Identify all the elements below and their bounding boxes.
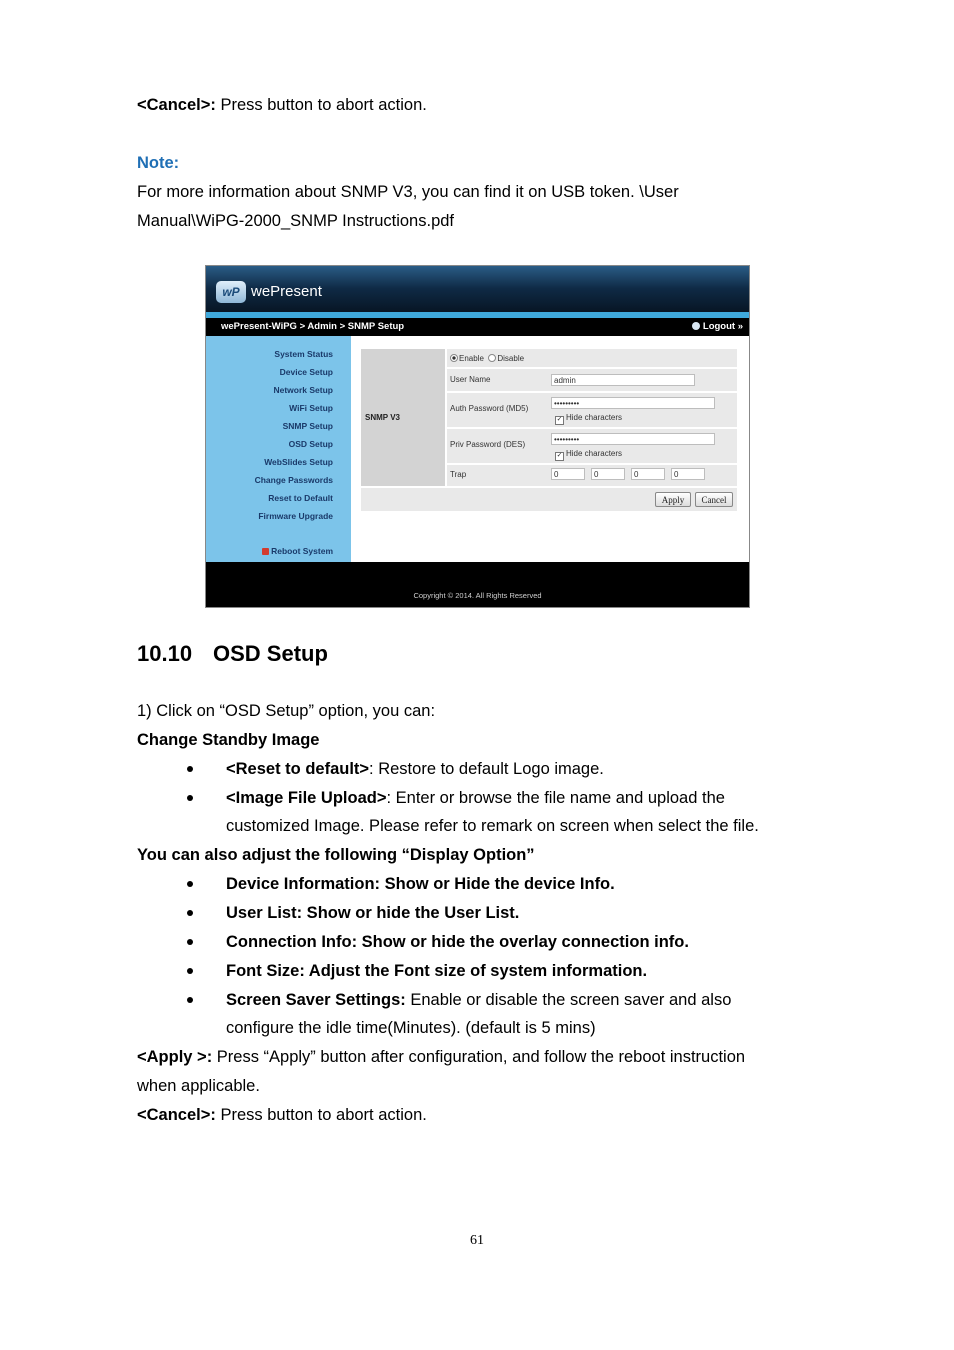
bullet-icon xyxy=(187,997,193,1003)
reboot-label: Reboot System xyxy=(271,546,333,556)
sidebar xyxy=(206,336,351,562)
change-standby-heading: Change Standby Image xyxy=(137,731,320,749)
snmp-setup-screenshot xyxy=(205,265,750,608)
priv-hide-label: Hide characters xyxy=(566,449,623,458)
note-heading: Note: xyxy=(137,154,180,172)
snmp-section-cell xyxy=(361,349,445,486)
bullet-icon xyxy=(187,939,193,945)
page-number: 61 xyxy=(470,1233,484,1248)
image-upload-item-cont: customized Image. Please refer to remark on screen when select the file. xyxy=(226,817,759,835)
disable-label: Disable xyxy=(497,354,525,363)
auth-hide-checkbox[interactable]: ✓ xyxy=(556,416,563,423)
bullet-icon xyxy=(187,881,193,887)
note-line-2: Manual\WiPG-2000_SNMP Instructions.pdf xyxy=(137,212,455,230)
trap-input-1[interactable]: 0 xyxy=(551,468,585,480)
auth-hide-label: Hide characters xyxy=(566,413,623,422)
image-upload-item: <Image File Upload>: Enter or browse the file name and upload the xyxy=(226,789,725,807)
copyright-text: Copyright © 2014. All Rights Reserved xyxy=(413,591,542,600)
auth-password-input[interactable]: ••••••••• xyxy=(551,397,715,409)
device-info-item: Device Information: Show or Hide the device Info. xyxy=(226,875,615,893)
reboot-icon xyxy=(262,548,269,555)
sidebar-item-osd-setup[interactable]: OSD Setup xyxy=(288,439,333,449)
trap-label: Trap xyxy=(450,470,467,479)
sidebar-item-wifi-setup[interactable]: WiFi Setup xyxy=(289,403,333,413)
wepresent-logo-icon: wP xyxy=(216,281,246,303)
sidebar-item-snmp-setup[interactable]: SNMP Setup xyxy=(282,421,333,431)
sidebar-item-reboot-system[interactable] xyxy=(262,546,333,556)
priv-password-label: Priv Password (DES) xyxy=(450,440,526,449)
font-size-item: Font Size: Adjust the Font size of system information. xyxy=(226,962,648,980)
step-1: 1) Click on “OSD Setup” option, you can: xyxy=(137,702,436,720)
section-title: OSD Setup xyxy=(213,641,328,666)
apply-paragraph: <Apply >: Press “Apply” button after configuration, and follow the reboot instruction xyxy=(137,1048,746,1066)
bullet-icon xyxy=(187,795,193,801)
priv-password-input[interactable]: ••••••••• xyxy=(551,433,715,445)
user-name-input[interactable]: admin xyxy=(551,374,695,386)
sidebar-item-device-setup[interactable]: Device Setup xyxy=(279,367,333,377)
sidebar-item-network-setup[interactable]: Network Setup xyxy=(273,385,333,395)
cancel-paragraph-bottom: <Cancel>: Press button to abort action. xyxy=(137,1106,427,1124)
enable-label: Enable xyxy=(459,354,484,363)
connection-info-item: Connection Info: Show or hide the overlay connection info. xyxy=(226,933,689,951)
apply-button[interactable]: Apply xyxy=(655,492,691,507)
cancel-button[interactable]: Cancel xyxy=(695,492,733,507)
disable-radio[interactable] xyxy=(488,354,496,362)
logout-label: Logout » xyxy=(702,321,743,332)
apply-paragraph-cont: when applicable. xyxy=(137,1077,260,1095)
trap-row xyxy=(447,465,737,486)
footer xyxy=(206,562,749,608)
display-option-heading: You can also adjust the following “Display Option” xyxy=(137,846,535,864)
bullet-icon xyxy=(187,968,193,974)
user-name-row xyxy=(447,369,737,391)
section-heading xyxy=(137,641,328,667)
sidebar-item-change-passwords[interactable]: Change Passwords xyxy=(254,475,333,485)
auth-password-label: Auth Password (MD5) xyxy=(450,404,529,413)
screen-saver-item: Screen Saver Settings: Enable or disable the screen saver and also xyxy=(226,991,732,1009)
trap-input-2[interactable]: 0 xyxy=(591,468,625,480)
user-list-item: User List: Show or hide the User List. xyxy=(226,904,520,922)
note-line-1: For more information about SNMP V3, you can find it on USB token. \User xyxy=(137,183,679,201)
priv-password-row xyxy=(447,429,737,463)
enable-radio[interactable] xyxy=(450,354,458,362)
button-row xyxy=(361,488,737,511)
sidebar-item-firmware-upgrade[interactable]: Firmware Upgrade xyxy=(258,511,333,521)
reset-default-item: <Reset to default>: Restore to default Logo image. xyxy=(226,760,604,778)
bullet-icon xyxy=(187,910,193,916)
sidebar-item-system-status[interactable]: System Status xyxy=(274,349,333,359)
sidebar-item-reset-to-default[interactable]: Reset to Default xyxy=(268,493,333,503)
auth-password-row xyxy=(447,393,737,427)
bullet-icon xyxy=(187,766,193,772)
cancel-paragraph-top xyxy=(137,95,427,115)
breadcrumb: wePresent-WiPG > Admin > SNMP Setup xyxy=(221,321,405,332)
snmp-section-label: SNMP V3 xyxy=(365,413,400,422)
nav-bar xyxy=(206,318,749,336)
trap-input-3[interactable]: 0 xyxy=(631,468,665,480)
screen-saver-item-cont: configure the idle time(Minutes). (default is 5 mins) xyxy=(226,1019,596,1037)
section-number: 10.10 xyxy=(137,641,193,666)
trap-input-4[interactable]: 0 xyxy=(671,468,705,480)
priv-hide-checkbox[interactable]: ✓ xyxy=(556,452,563,459)
cancel-text: Press button to abort action. xyxy=(215,96,427,114)
cancel-key: <Cancel>: xyxy=(137,96,216,114)
sidebar-item-webslides-setup[interactable]: WebSlides Setup xyxy=(264,457,333,467)
logout-link[interactable] xyxy=(692,318,743,336)
enable-row xyxy=(447,349,737,367)
logo-text: wePresent xyxy=(251,283,322,300)
logout-icon xyxy=(692,322,700,330)
user-name-label: User Name xyxy=(450,375,491,384)
